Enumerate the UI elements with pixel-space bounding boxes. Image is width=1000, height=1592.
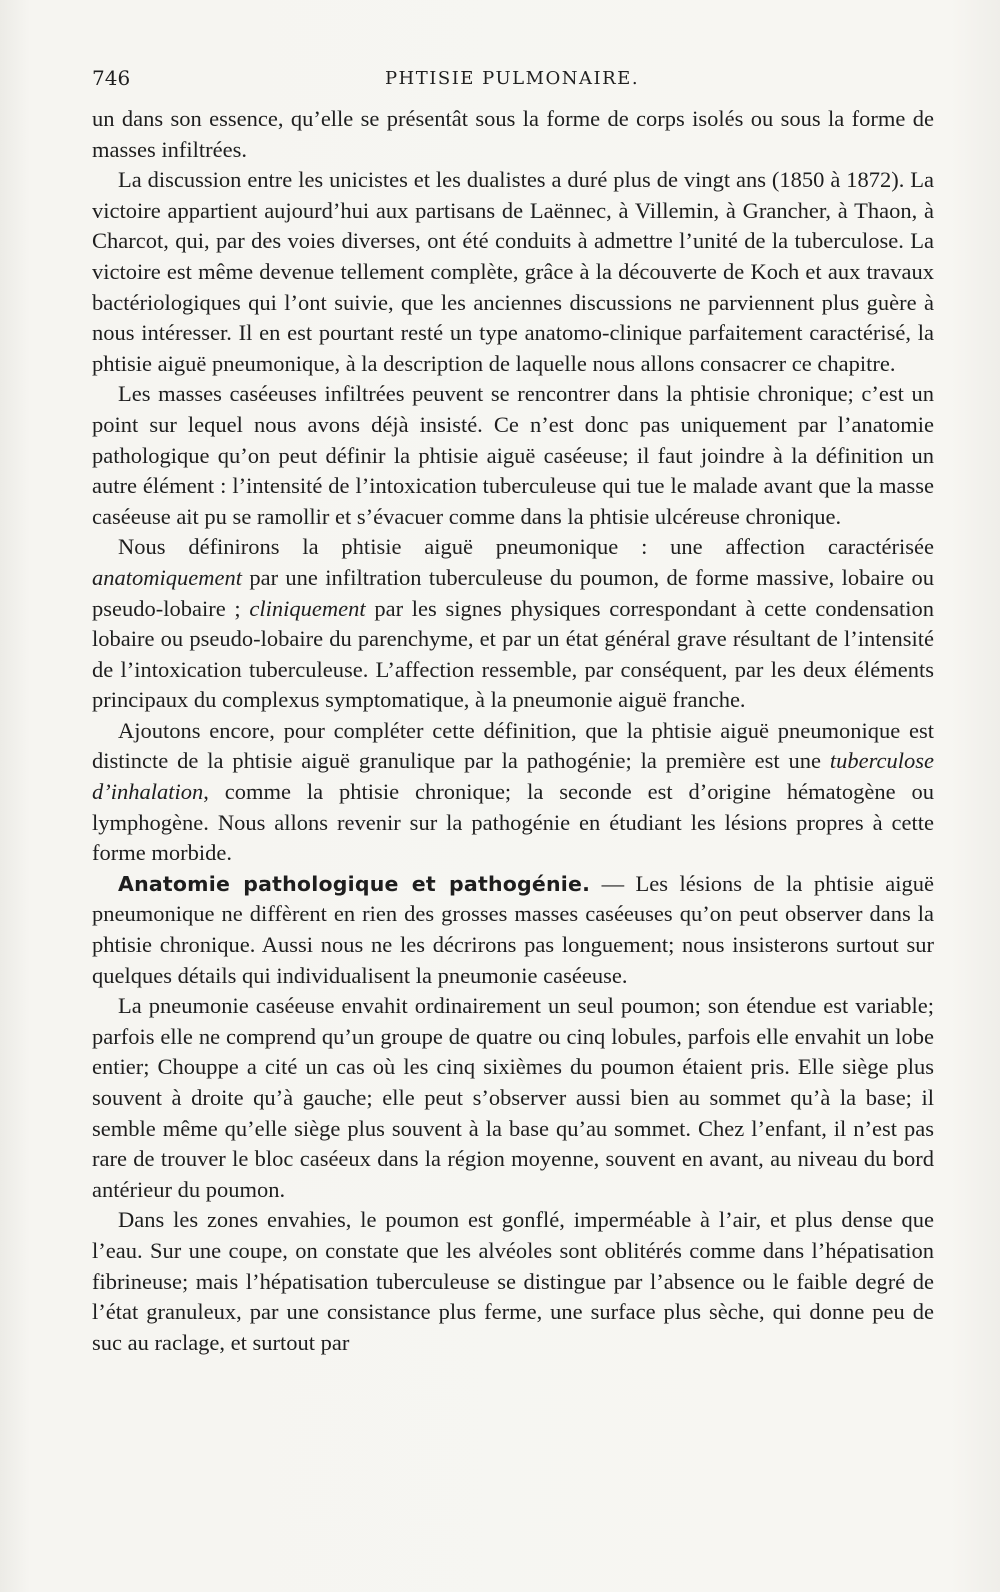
paragraph-4-text-a: Nous définirons la phtisie aiguë pneumonique : une affection caractérisée (118, 534, 934, 560)
page-number: 746 (92, 66, 131, 90)
paragraph-4-italic-anatomiquement: anatomiquement (92, 564, 242, 590)
paragraph-4-text-b: par une infiltration tuberculeuse du poumon, de forme massive, lobaire ou pseudo-lobaire ; (92, 564, 934, 621)
paragraph-5-italic-tuberculose: tuberculose d’inhalation (92, 748, 934, 805)
paragraph-4-italic-cliniquement: cliniquement (249, 595, 366, 621)
paragraph-5-text-a: Ajoutons encore, pour compléter cette définition, que la phtisie aiguë pneumonique est distincte de la phtisie aiguë granulique par la pathogénie; la première est une (92, 717, 934, 774)
paragraph-8: Dans les zones envahies, le poumon est gonflé, imperméable à l’air, et plus dense que l’eau. Sur une coupe, on constate que les alvéoles sont oblitérés comme dans l’hépatisation fibrineuse; mais l’hépatisation tuberculeuse se distingue par l’absence ou le faible degré de l’état granuleux, par une consistance plus ferme, une surface plus sèche, qui donne peu de suc au raclage, et surtout par (92, 1207, 934, 1355)
page-header (92, 66, 932, 96)
paragraph-6-text: — Les lésions de la phtisie aiguë pneumonique ne diffèrent en rien des grosses masses caséeuses qu’on peut observer dans la phtisie chronique. Aussi nous ne les décrirons pas longuement; nous insisterons surtout sur quelques détails qui individualisent la pneumonie caséeuse. (92, 870, 934, 988)
paragraph-3: Les masses caséeuses infiltrées peuvent se rencontrer dans la phtisie chronique; c’est un point sur lequel nous avons déjà insisté. Ce n’est donc pas uniquement par l’anatomie pathologique qu’on peut définir la phtisie aiguë caséeuse; il faut joindre à la définition un autre élément : l’intensité de l’intoxication tuberculeuse qui tue le malade avant que la masse caséeuse ait pu se ramollir et s’évacuer comme dans la phtisie ulcéreuse chronique. (92, 381, 934, 529)
body-text (92, 104, 934, 1358)
paragraph-1: un dans son essence, qu’elle se présentât sous la forme de corps isolés ou sous la forme de masses infiltrées. (92, 106, 934, 162)
running-title: PHTISIE PULMONAIRE. (384, 68, 640, 89)
paragraph-6 (92, 869, 934, 991)
paragraph-2: La discussion entre les unicistes et les dualistes a duré plus de vingt ans (1850 à 1872). La victoire appartient aujourd’hui aux partisans de Laënnec, à Villemin, à Grancher, à Thaon, à Charcot, qui, par des voies diverses, ont été conduits à admettre l’unité de la tuberculose. La victoire est même devenue tellement complète, grâce à la découverte de Koch et aux travaux bactériologiques qui l’ont suivie, que les anciennes discussions ne parviennent plus guère à nous intéresser. Il en est pourtant resté un type anatomo-clinique parfaitement caractérisé, la phtisie aiguë pneumonique, à la description de laquelle nous allons consacrer ce chapitre. (92, 167, 934, 376)
paragraph-4 (92, 532, 934, 716)
paragraph-5-text-b: , comme la phtisie chronique; la seconde est d’origine hématogène ou lymphogène. Nous allons revenir sur la pathogénie en étudiant les lésions propres à cette forme morbide. (92, 779, 934, 866)
paragraph-5 (92, 716, 934, 869)
paragraph-7: La pneumonie caséeuse envahit ordinairement un seul poumon; son étendue est variable; parfois elle ne comprend qu’un groupe de quatre ou cinq lobules, parfois elle envahit un lobe entier; Chouppe a cité un cas où les cinq sixièmes du poumon étaient pris. Elle siège plus souvent à droite qu’à gauche; elle peut s’observer aussi bien au sommet qu’à la base; il semble même qu’elle siège plus souvent à la base qu’au sommet. Chez l’enfant, il n’est pas rare de trouver le bloc caséeux dans la région moyenne, souvent en avant, au niveau du bord antérieur du poumon. (92, 993, 934, 1202)
section-heading: Anatomie pathologique et pathogénie. (118, 871, 591, 896)
paragraph-4-text-c: par les signes physiques correspondant à cette condensation lobaire ou pseudo-lobaire du parenchyme, et par un état général grave résultant de l’intensité de l’intoxication tuberculeuse. L’affection ressemble, par conséquent, par les deux éléments principaux du complexus symptomatique, à la pneumonie aiguë franche. (92, 595, 934, 713)
